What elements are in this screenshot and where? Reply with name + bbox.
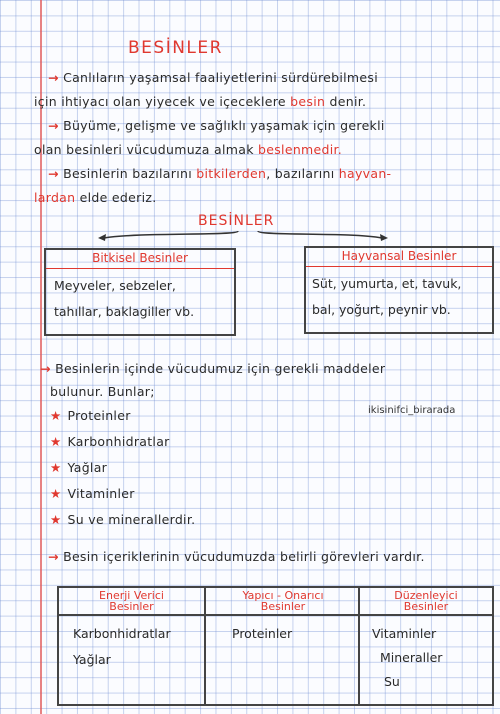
list-item-label: Vitaminler — [67, 486, 135, 501]
term-hayvan: hayvan- — [338, 166, 392, 181]
list-item — [50, 434, 170, 449]
animal-foods-box — [304, 246, 494, 334]
plant-foods-title: Bitkisel Besinler — [92, 251, 188, 265]
paragraph-3-text-3: elde ederiz. — [75, 190, 157, 205]
animal-foods-title: Hayvansal Besinler — [341, 249, 457, 263]
list-intro-line-1 — [40, 361, 385, 376]
table-header-line-2: Besinler — [260, 600, 306, 613]
list-item-label: Proteinler — [67, 408, 131, 423]
title-underline — [46, 268, 234, 269]
table-intro-text: Besin içeriklerinin vücudumuzda belirli görevleri vardır. — [63, 549, 425, 564]
animal-foods-line-2: bal, yoğurt, peynir vb. — [312, 302, 451, 317]
table-cell: Karbonhidratlar — [73, 626, 171, 641]
table-cell: Mineraller — [380, 650, 443, 665]
paragraph-1-text-2: için ihtiyacı olan yiyecek ve içeceklere — [34, 94, 291, 109]
list-item — [50, 460, 107, 475]
star-icon: ★ — [50, 512, 62, 527]
list-item — [50, 486, 135, 501]
paragraph-1-text: Canlıların yaşamsal faaliyetlerini sürdürebilmesi — [63, 70, 378, 85]
arrow-icon: → — [48, 118, 59, 133]
title-underline — [306, 266, 492, 267]
table-intro-line — [48, 549, 425, 564]
star-icon: ★ — [50, 460, 62, 475]
list-item-label: Su ve minerallerdir. — [67, 512, 196, 527]
list-intro-line-2: bulunur. Bunlar; — [50, 384, 155, 399]
star-icon: ★ — [50, 434, 62, 449]
arrow-icon: → — [48, 70, 59, 85]
table-header-energy — [59, 590, 204, 612]
list-intro-text: Besinlerin içinde vücudumuz için gerekli maddeler — [55, 361, 386, 376]
list-item-label: Yağlar — [67, 460, 108, 475]
term-bitkilerden: bitkilerden — [196, 166, 267, 181]
nutrient-functions-table — [57, 586, 494, 706]
page-title: BESİNLER — [128, 38, 223, 58]
paragraph-3-text: Besinlerin bazılarını — [63, 166, 197, 181]
list-item — [50, 408, 131, 423]
header-divider — [59, 614, 204, 616]
table-cell: Yağlar — [73, 652, 111, 667]
table-column-energy — [59, 588, 204, 704]
term-beslenme: beslenmedir. — [258, 142, 343, 157]
plant-foods-box — [44, 248, 236, 336]
watermark-text: ikisinifci_birarada — [368, 405, 456, 416]
table-column-builder — [204, 588, 360, 704]
animal-foods-line-1: Süt, yumurta, et, tavuk, — [312, 276, 462, 291]
table-column-regulator — [358, 588, 492, 704]
table-cell: Proteinler — [232, 626, 293, 641]
header-divider — [206, 614, 360, 616]
table-header-line-2: Besinler — [109, 600, 154, 613]
paragraph-2-text: Büyüme, gelişme ve sağlıklı yaşamak için gerekli — [63, 118, 385, 133]
paragraph-3-text-2: , bazılarını — [266, 166, 339, 181]
paragraph-1-text-3: denir. — [325, 94, 367, 109]
table-header-regulator — [360, 590, 492, 612]
table-cell: Su — [384, 674, 400, 689]
arrow-icon: → — [48, 549, 59, 564]
plant-foods-line-2: tahıllar, baklagiller vb. — [54, 304, 195, 319]
star-icon: ★ — [50, 486, 62, 501]
arrow-icon: → — [48, 166, 59, 181]
term-hayvanlardan: lardan — [34, 190, 76, 205]
star-icon: ★ — [50, 408, 62, 423]
plant-foods-line-1: Meyveler, sebzeler, — [54, 278, 176, 293]
term-besin: besin — [290, 94, 326, 109]
table-header-line-1: Enerji Verici — [99, 589, 164, 602]
table-header-line-1: Düzenleyici — [394, 589, 458, 602]
arrow-icon: → — [40, 361, 51, 376]
paragraph-2-text-2: olan besinleri vücudumuza almak — [34, 142, 259, 157]
table-header-line-2: Besinler — [403, 600, 449, 613]
header-divider — [360, 614, 492, 616]
table-header-builder — [206, 590, 360, 612]
list-item-label: Karbonhidratlar — [67, 434, 170, 449]
table-header-line-1: Yapıcı - Onarıcı — [242, 589, 324, 602]
table-cell: Vitaminler — [372, 626, 437, 641]
diagram-center-label: BESİNLER — [198, 213, 275, 229]
list-item — [50, 512, 195, 527]
